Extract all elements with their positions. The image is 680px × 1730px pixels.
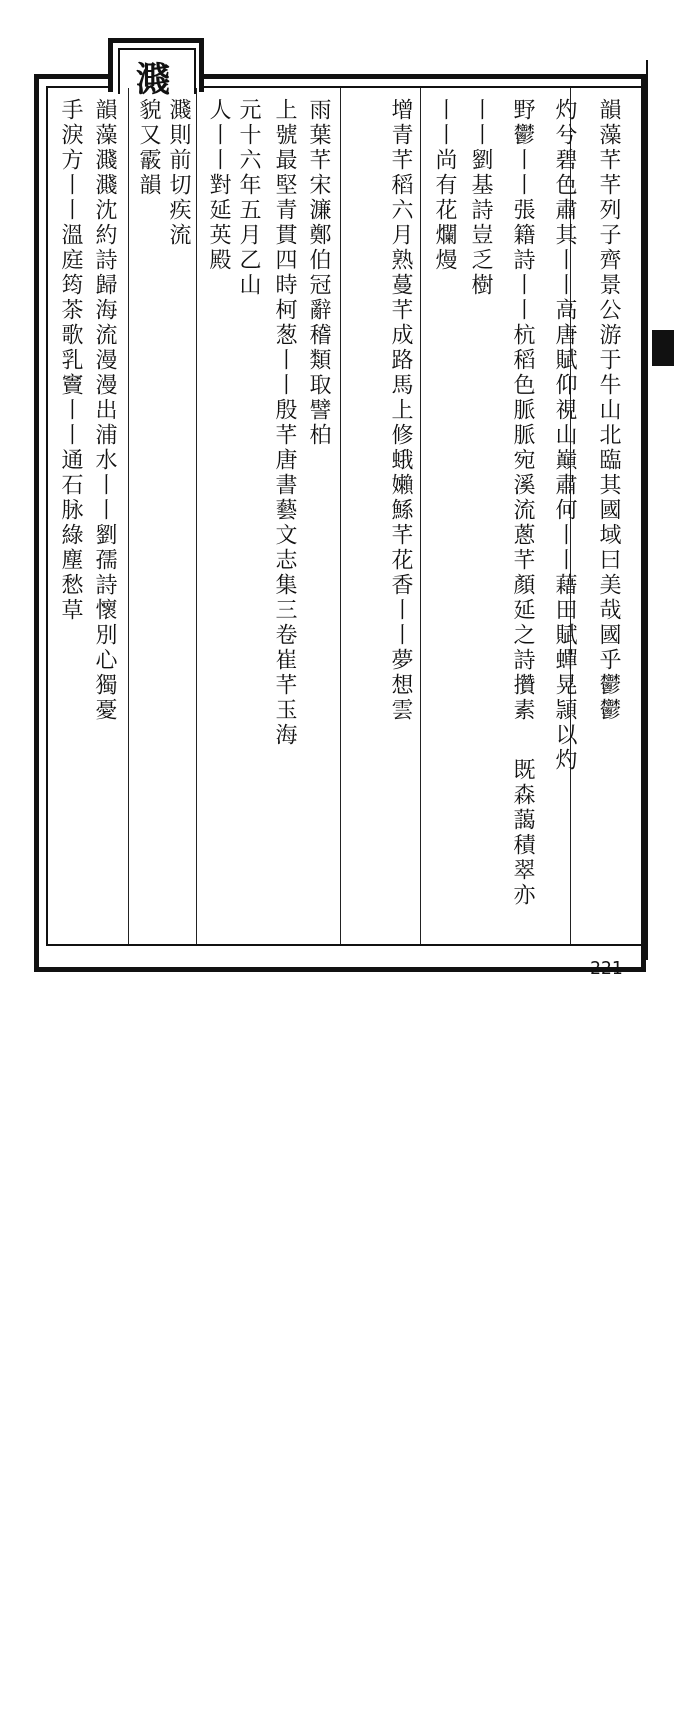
column-rule <box>128 88 129 944</box>
page-number: 221 <box>590 958 623 979</box>
text-column: 濺則前切疾流 <box>166 98 191 248</box>
header-char: 濺 <box>136 60 170 100</box>
column-rule <box>340 88 341 944</box>
column-rule <box>196 88 197 944</box>
text-column: 雨葉芊宋濂鄭伯冠辭稽類取譬柏 <box>306 98 331 448</box>
text-column: 增青芊稻六月熟蔓芊成路馬上修蛾嬾鯀芊花香丨丨夢想雲 <box>388 98 413 723</box>
text-column: 丨丨劉基詩豈乏樹 <box>468 98 493 298</box>
text-column: 既森藹積翠亦 <box>510 758 535 908</box>
text-column: 元十六年五月乙山 <box>236 98 261 298</box>
adjacent-page-edge <box>646 60 680 960</box>
column-rule <box>420 88 421 944</box>
adjacent-page-mark <box>652 330 674 366</box>
text-column: 韻藻芊芊列子齊景公游于牛山北臨其國域曰美哉國乎鬱鬱 <box>596 98 621 723</box>
text-column-annotation <box>382 700 418 1550</box>
text-column <box>266 880 302 1730</box>
text-column: 貌又霰韻 <box>136 98 161 198</box>
text-column: 上號最堅青貫四時柯葱丨丨殷芊唐書藝文志集三卷崔芊玉海 <box>272 98 297 748</box>
text-column: 韻藻濺濺沈約詩歸海流漫漫出浦水丨丨劉孺詩懷別心獨憂 <box>92 98 117 723</box>
text-column: 丨丨尚有花爛熳 <box>432 98 457 273</box>
text-column: 手淚方丨丨溫庭筠茶歌乳竇丨丨通石脉綠塵愁草 <box>58 98 83 623</box>
text-column: 灼兮碧色肅其丨丨高唐賦仰視山巔肅何丨丨藉田賦蟬晃頴以灼 <box>552 98 577 773</box>
text-column: 人丨丨對延英殿 <box>206 98 231 273</box>
text-column: 野鬱丨丨張籍詩丨丨杭稻色脈脈宛溪流蔥芊顏延之詩攢素 <box>510 98 535 723</box>
